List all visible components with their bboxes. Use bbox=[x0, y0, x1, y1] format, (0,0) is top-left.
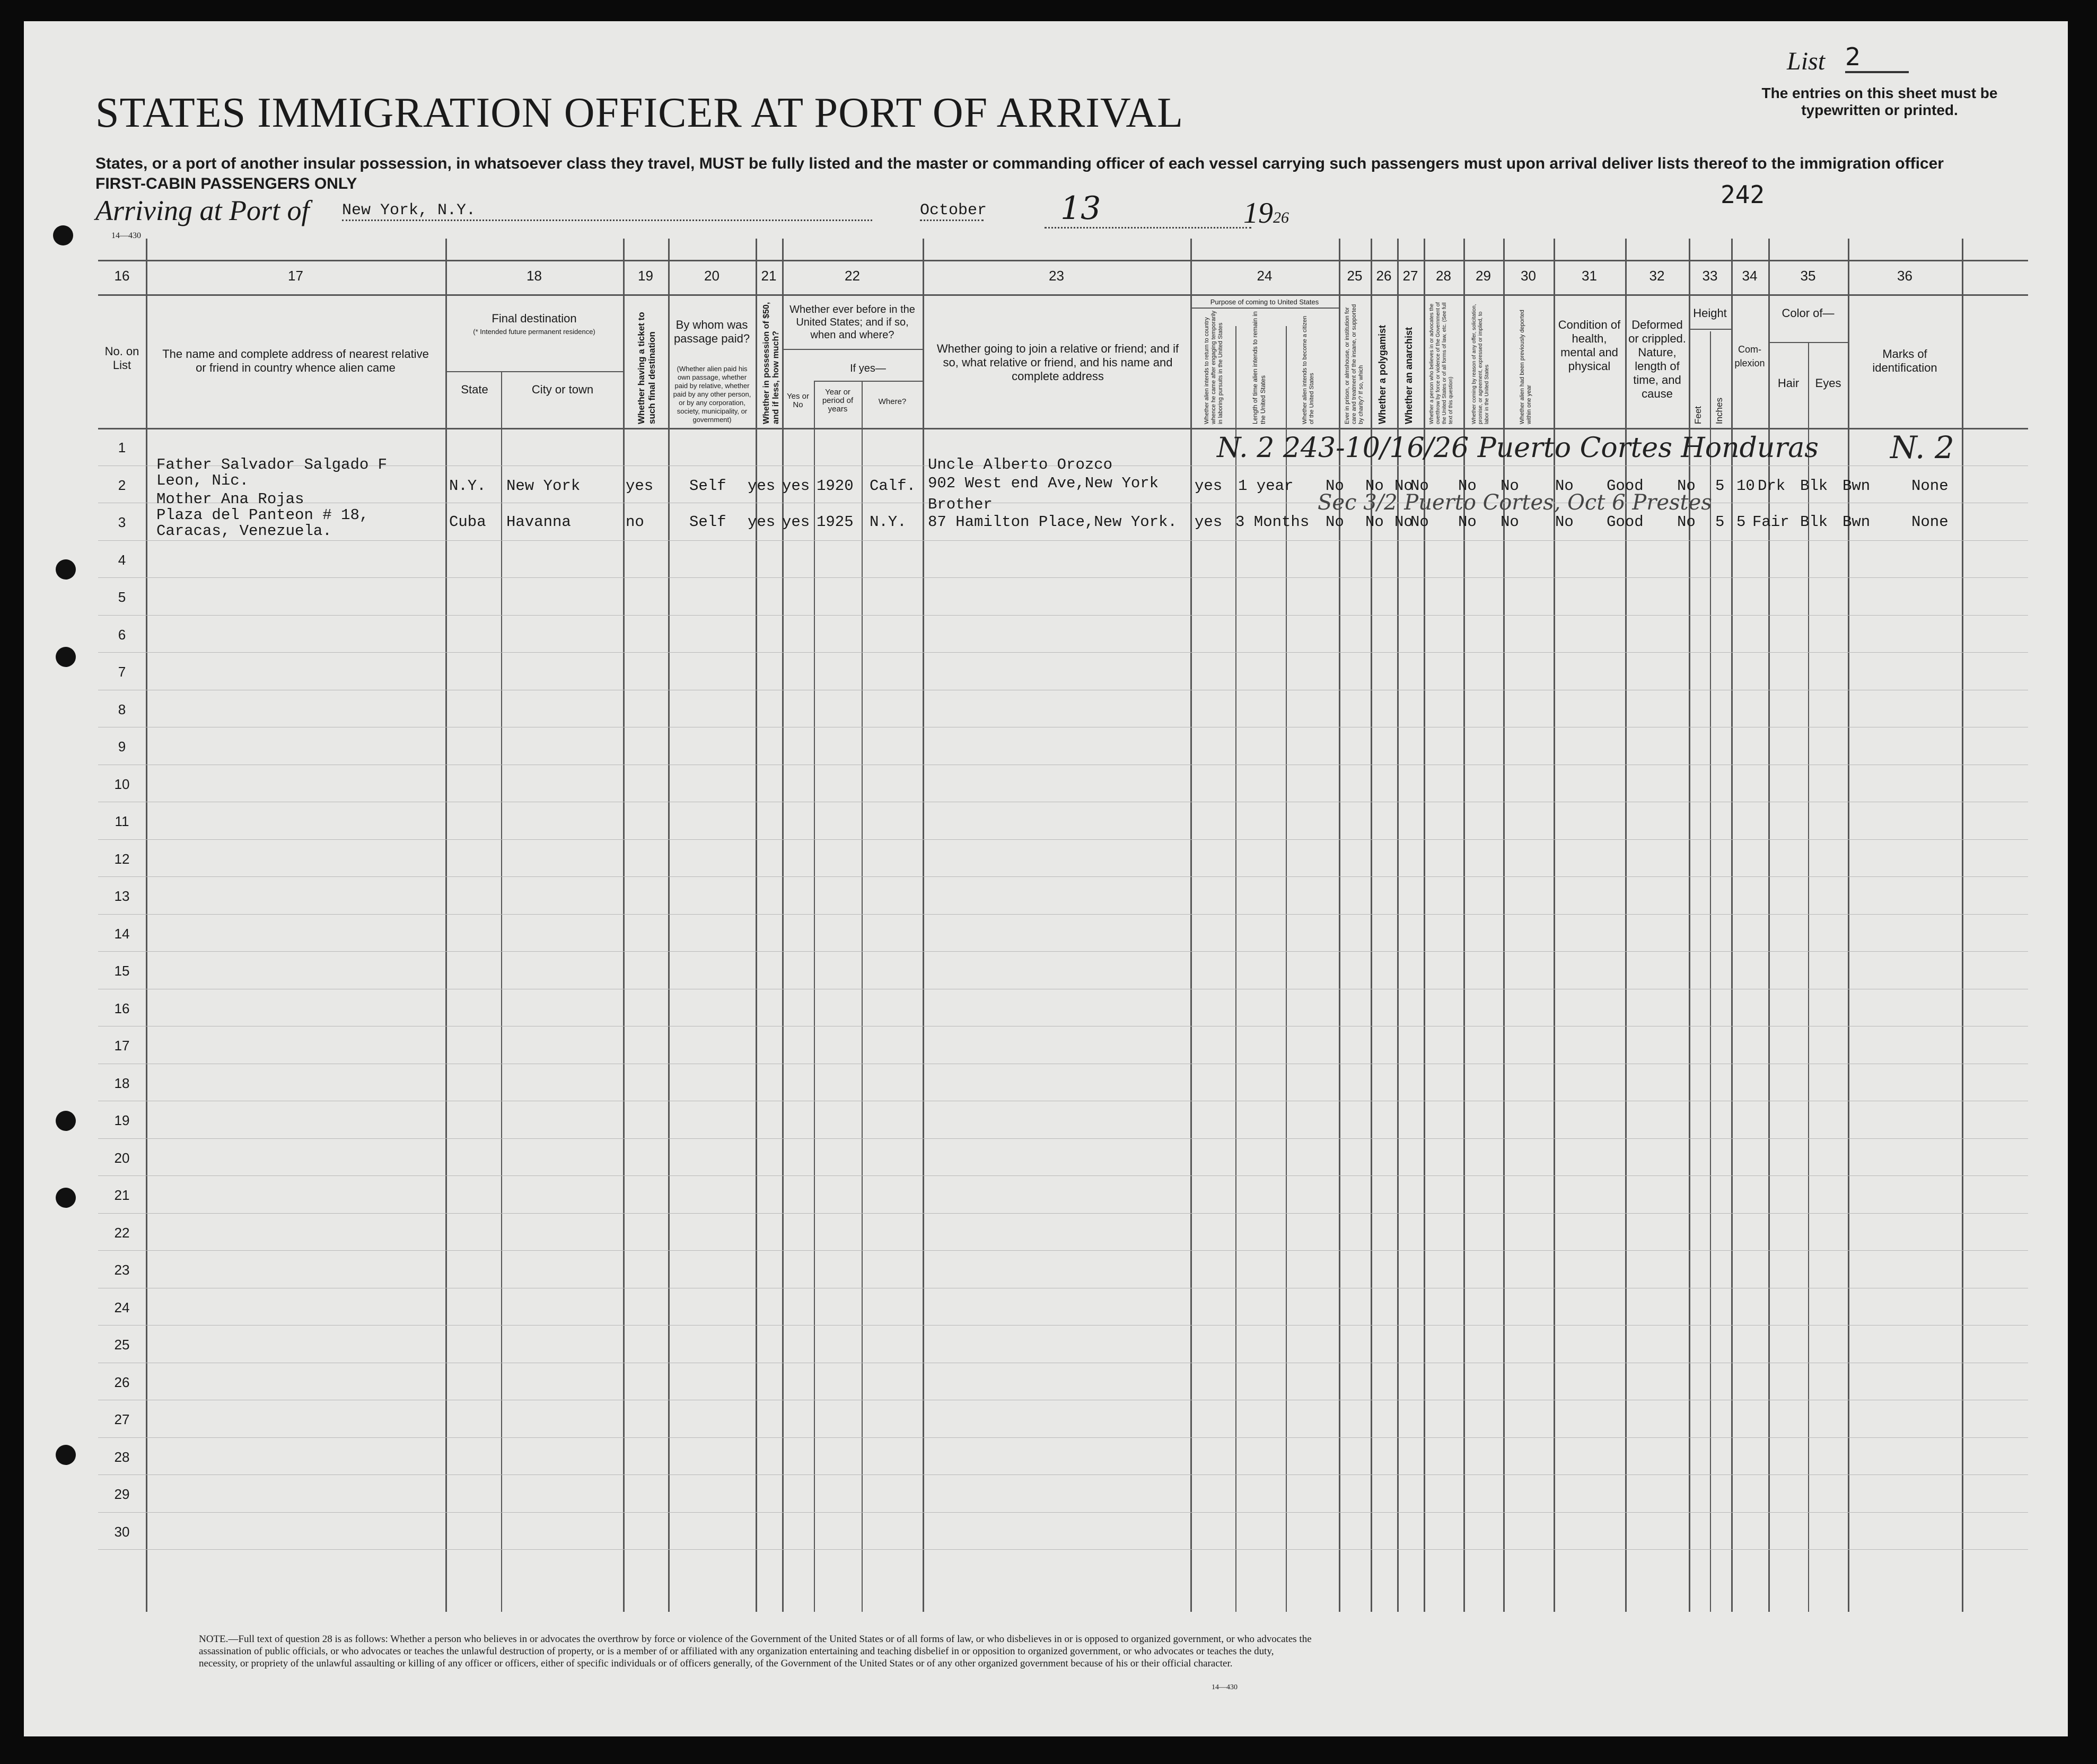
rule bbox=[1768, 342, 1848, 343]
row-number: 29 bbox=[114, 1486, 130, 1502]
typewritten-note: The entries on this sheet must be typewritten or printed. bbox=[1761, 85, 1998, 118]
col-rule bbox=[1190, 239, 1192, 1612]
row-number: 26 bbox=[114, 1374, 130, 1390]
row-number: 30 bbox=[114, 1523, 130, 1540]
hdr-deformed: Deformed or crippled. Nature, length of time, and cause bbox=[1628, 318, 1686, 400]
binder-hole bbox=[56, 1445, 76, 1465]
list-label: List bbox=[1787, 47, 1826, 75]
entry1-deformed: No bbox=[1677, 477, 1696, 495]
hdr-money: Whether in possession of $50, and if less, how much? bbox=[762, 302, 780, 424]
col-number: 19 bbox=[638, 268, 653, 284]
page-title: STATES IMMIGRATION OFFICER AT PORT OF ARRIVAL bbox=[95, 90, 1183, 136]
entry2-hair: Blk bbox=[1800, 513, 1828, 531]
entry2-relative-line1: Mother Ana Rojas bbox=[156, 490, 304, 508]
hdr-where: Where? bbox=[878, 397, 907, 406]
row-line bbox=[98, 1250, 2028, 1251]
entry2-marks: None bbox=[1911, 513, 1949, 531]
entry1-q28: No bbox=[1458, 477, 1477, 495]
footer-form-code: 14—430 bbox=[1212, 1683, 1238, 1691]
hdr-state: State bbox=[461, 383, 488, 396]
col-number: 33 bbox=[1702, 268, 1718, 284]
col-rule bbox=[1962, 239, 1963, 1612]
col-number: 20 bbox=[704, 268, 720, 284]
col-number: 21 bbox=[761, 268, 777, 284]
col-number: 18 bbox=[527, 268, 542, 284]
row-number: 18 bbox=[114, 1075, 130, 1091]
entry2-ticket: no bbox=[626, 513, 644, 531]
col-number: 30 bbox=[1521, 268, 1536, 284]
list-number: 2 bbox=[1845, 42, 1909, 73]
row-number: 24 bbox=[114, 1299, 130, 1315]
hdr-purpose: Purpose of coming to United States bbox=[1210, 298, 1319, 306]
col-rule bbox=[668, 239, 670, 1612]
arrival-day: 13 bbox=[1045, 190, 1251, 229]
rule bbox=[782, 349, 923, 350]
row-number: 20 bbox=[114, 1149, 130, 1166]
entry2-prison: No bbox=[1365, 513, 1384, 531]
col-rule bbox=[501, 371, 502, 1612]
col-number: 35 bbox=[1800, 268, 1816, 284]
row-number: 27 bbox=[114, 1411, 130, 1427]
hdr-height: Height bbox=[1693, 306, 1727, 320]
rule bbox=[98, 428, 2028, 429]
row-line bbox=[98, 1437, 2028, 1438]
row-number: 17 bbox=[114, 1038, 130, 1054]
entry1-state: N.Y. bbox=[449, 477, 486, 495]
hdr-ticket: Whether having a ticket to such final destination bbox=[636, 312, 657, 424]
handwritten-row2-note: Sec 3/2 Puerto Cortes, Oct 6 Prestes bbox=[1318, 490, 1712, 515]
entry2-relative-line2: Plaza del Panteon # 18, bbox=[156, 506, 369, 524]
row-number: 5 bbox=[118, 589, 126, 605]
entry2-q29: No bbox=[1501, 513, 1519, 531]
hdr-purpose-return: Whether alien intends to return to country whence he came after engaging temporarily in laboring pursuits in the United States bbox=[1204, 310, 1224, 424]
entry2-complexion: Fair bbox=[1752, 513, 1789, 531]
col-number: 34 bbox=[1742, 268, 1758, 284]
row-line bbox=[98, 1213, 2028, 1214]
entry1-feet: 5 bbox=[1715, 477, 1725, 495]
col-rule bbox=[814, 382, 815, 1612]
col-rule bbox=[1848, 239, 1849, 1612]
row-line bbox=[98, 1325, 2028, 1326]
manifest-table bbox=[98, 239, 2028, 1612]
col-number: 23 bbox=[1049, 268, 1064, 284]
row-number: 21 bbox=[114, 1187, 130, 1203]
entry2-join-line2: 87 Hamilton Place,New York. bbox=[928, 513, 1177, 531]
row-number: 2 bbox=[118, 477, 126, 493]
entry1-polygamist: No bbox=[1394, 477, 1413, 495]
col-rule bbox=[923, 239, 924, 1612]
rule bbox=[814, 381, 923, 382]
col-number: 25 bbox=[1347, 268, 1363, 284]
subtitle: States, or a port of another insular possession, in whatsoever class they travel, MUST be fully listed and the master or commanding officer of each vessel carrying such passengers must upon arrival deliver lists thereof to the immigration officer bbox=[95, 155, 1944, 172]
binder-hole bbox=[56, 647, 76, 667]
entry1-city: New York bbox=[506, 477, 581, 495]
entry2-anarchist: No bbox=[1410, 513, 1429, 531]
binder-hole bbox=[56, 1111, 76, 1131]
entry1-length: 1 year bbox=[1238, 477, 1294, 495]
entry2-deformed: No bbox=[1677, 513, 1696, 531]
col-rule bbox=[756, 239, 757, 1612]
entry1-relative-line1: Father Salvador Salgado F bbox=[156, 456, 388, 473]
arrival-month: October bbox=[920, 201, 984, 221]
hdr-final-destination: Final destination bbox=[492, 312, 577, 325]
row-line bbox=[98, 1175, 2028, 1176]
col-number: 16 bbox=[114, 268, 130, 284]
entry2-citizen: No bbox=[1326, 513, 1344, 531]
entry2-before: yes bbox=[782, 513, 810, 531]
row-number: 1 bbox=[118, 440, 126, 455]
row-number: 4 bbox=[118, 551, 126, 568]
col-rule bbox=[623, 239, 625, 1612]
row-line bbox=[98, 652, 2028, 653]
row-number: 3 bbox=[118, 514, 126, 530]
hdr-before-us: Whether ever before in the United States; and if so, when and where? bbox=[789, 304, 915, 341]
entry2-deported: No bbox=[1555, 513, 1574, 531]
entry1-inches: 10 bbox=[1736, 477, 1755, 495]
arrival-port: New York, N.Y. bbox=[342, 201, 872, 221]
entry2-join-line1: Brother bbox=[928, 496, 993, 513]
row-line bbox=[98, 876, 2028, 877]
entry1-paid-by: Self bbox=[689, 477, 726, 495]
hdr-prison: Ever in prison, or almshouse, or institution for care and treatment of the insane, or supported by charity? If so, which bbox=[1344, 304, 1364, 424]
entry2-health: Good bbox=[1607, 513, 1644, 531]
entry1-money: yes bbox=[748, 477, 776, 495]
hdr-length: Length of time alien intends to remain in the United States bbox=[1251, 311, 1267, 424]
entry2-feet: 5 bbox=[1715, 513, 1725, 531]
hdr-relative: The name and complete address of nearest relative or friend in country whence alien came bbox=[162, 347, 429, 374]
hdr-if-yes: If yes— bbox=[850, 363, 886, 374]
hdr-color: Color of— bbox=[1782, 306, 1835, 320]
row-number: 8 bbox=[118, 701, 126, 717]
entry2-polygamist: No bbox=[1394, 513, 1413, 531]
entry2-inches: 5 bbox=[1736, 513, 1746, 531]
hdr-citizen: Whether alien intends to become a citizen of the United States bbox=[1302, 315, 1315, 424]
handwritten-row1-note: N. 2 243-10/16/26 Puerto Cortes Honduras bbox=[1217, 432, 1819, 464]
entry2-length: 3 Months bbox=[1235, 513, 1310, 531]
row-number: 11 bbox=[115, 813, 129, 829]
col-rule bbox=[146, 239, 147, 1612]
entry1-year: 1920 bbox=[817, 477, 854, 495]
entry1-where: Calf. bbox=[870, 477, 916, 495]
col-number: 32 bbox=[1649, 268, 1665, 284]
row-number: 6 bbox=[118, 626, 126, 643]
col-number: 36 bbox=[1897, 268, 1912, 284]
entry2-city: Havanna bbox=[506, 513, 571, 531]
hdr-feet: Feet bbox=[1693, 406, 1703, 424]
hdr-no-on-list: No. on List bbox=[104, 345, 139, 372]
rule bbox=[98, 260, 2028, 261]
hdr-yes-no: Yes or No bbox=[787, 392, 809, 409]
row-number: 19 bbox=[114, 1112, 130, 1128]
row-number: 12 bbox=[114, 850, 130, 867]
col-rule bbox=[1710, 331, 1711, 1612]
hdr-hair: Hair bbox=[1777, 376, 1800, 390]
hdr-eyes: Eyes bbox=[1815, 376, 1841, 390]
entry1-before: yes bbox=[782, 477, 810, 495]
footnote-question-28: NOTE.—Full text of question 28 is as follows: Whether a person who believes in or advocates the overthrow by force or violence of the Government of the United States or of all forms of law, or who disbelieves in or is opposed to organized government, or who advocates the assassination of public officials, or who advocates or teaches the unlawful destruction of property, or is a member of or affiliated with any organization entertaining and teaching disbelief in or opposition to organized government, or who advocates or teaches the duty, necessity, or propriety of the unlawful assaulting or killing of any officer or officers, either of specific individuals or of officers generally, of the Government of the United States or of any other organized government because of his or their official character. bbox=[199, 1634, 1312, 1669]
col-number: 17 bbox=[288, 268, 303, 284]
entry1-join-line1: Uncle Alberto Orozco bbox=[928, 456, 1113, 473]
entry2-paid-by: Self bbox=[689, 513, 726, 531]
hdr-year: Year or period of years bbox=[822, 388, 854, 414]
rule bbox=[1190, 308, 1339, 309]
col-number: 29 bbox=[1476, 268, 1491, 284]
entry2-relative-line3: Caracas, Venezuela. bbox=[156, 522, 332, 540]
entry2-year: 1925 bbox=[817, 513, 854, 531]
entry1-complexion: Drk bbox=[1758, 477, 1786, 495]
entry1-hair: Blk bbox=[1800, 477, 1828, 495]
row-line bbox=[98, 1549, 2028, 1550]
col-rule bbox=[445, 239, 447, 1612]
col-rule bbox=[782, 239, 784, 1612]
row-number: 10 bbox=[114, 776, 130, 792]
hdr-health: Condition of health, mental and physical bbox=[1558, 318, 1621, 373]
entry1-citizen: No bbox=[1326, 477, 1344, 495]
col-number: 28 bbox=[1436, 268, 1451, 284]
hdr-passage-note: (Whether alien paid his own passage, whether paid by relative, whether paid by any other person, or by any corporation, society, municipality, or government) bbox=[673, 365, 751, 424]
hdr-anarchist: Whether an anarchist bbox=[1403, 327, 1414, 424]
entry1-deported: No bbox=[1555, 477, 1574, 495]
hdr-polygamist: Whether a polygamist bbox=[1377, 324, 1388, 424]
arriving-label: Arriving at Port of bbox=[95, 195, 310, 226]
entry1-ticket: yes bbox=[626, 477, 654, 495]
row-line bbox=[98, 839, 2028, 840]
entry1-anarchist: No bbox=[1410, 477, 1429, 495]
entry1-health: Good bbox=[1607, 477, 1644, 495]
row-line bbox=[98, 577, 2028, 578]
hdr-passage: By whom was passage paid? bbox=[673, 318, 750, 345]
hdr-city: City or town bbox=[531, 383, 594, 396]
hdr-deported: Whether alien had been previously deported within one year bbox=[1519, 310, 1532, 424]
hdr-q29: Whether coming by reason of any offer, solicitation, promise, or agreement, expressed or implied, to labor in the United States bbox=[1471, 304, 1490, 424]
row-number: 15 bbox=[114, 963, 130, 979]
row-line bbox=[98, 914, 2028, 915]
binder-hole bbox=[53, 225, 73, 245]
col-number: 27 bbox=[1402, 268, 1418, 284]
row-line bbox=[98, 540, 2028, 541]
row-number: 28 bbox=[114, 1449, 130, 1465]
entry1-purpose: yes bbox=[1195, 477, 1223, 495]
row-line bbox=[98, 951, 2028, 952]
row-number: 9 bbox=[118, 739, 126, 754]
row-number: 22 bbox=[114, 1224, 130, 1241]
rule bbox=[98, 294, 2028, 296]
row-number: 14 bbox=[114, 925, 130, 942]
hdr-q28: Whether a person who believes in or advocates the overthrow by force or violence of the Government of the United States or of all forms of law, etc. (See full text of this question) bbox=[1429, 302, 1454, 424]
row-number: 25 bbox=[114, 1337, 130, 1353]
entry2-state: Cuba bbox=[449, 513, 486, 531]
col-number: 22 bbox=[845, 268, 860, 284]
hdr-inches: Inches bbox=[1714, 397, 1724, 424]
entry2-money: yes bbox=[748, 513, 776, 531]
hdr-join-relative: Whether going to join a relative or friend; and if so, what relative or friend, and his name and complete address bbox=[936, 342, 1179, 383]
entry1-q29: No bbox=[1501, 477, 1519, 495]
row-number: 13 bbox=[114, 888, 130, 904]
col-number: 24 bbox=[1257, 268, 1273, 284]
entry1-eyes: Bwn bbox=[1842, 477, 1871, 495]
entry1-prison: No bbox=[1365, 477, 1384, 495]
row-line bbox=[98, 1512, 2028, 1513]
entry1-join-line2: 902 West end Ave,New York bbox=[928, 475, 1159, 492]
row-line bbox=[98, 1138, 2028, 1139]
entry2-purpose: yes bbox=[1195, 513, 1223, 531]
entry2-q28: No bbox=[1458, 513, 1477, 531]
col-number: 31 bbox=[1582, 268, 1597, 284]
arrival-year: 1926 bbox=[1243, 197, 1289, 230]
hdr-marks: Marks of identification bbox=[1872, 347, 1937, 374]
entry1-relative-line2: Leon, Nic. bbox=[156, 472, 249, 489]
col-rule bbox=[1808, 342, 1809, 1612]
row-number: 16 bbox=[114, 1000, 130, 1016]
row-number: 7 bbox=[118, 664, 126, 680]
entry2-where: N.Y. bbox=[870, 513, 907, 531]
col-rule bbox=[862, 382, 863, 1612]
manifest-sheet bbox=[24, 21, 2068, 1736]
binder-hole bbox=[56, 1188, 76, 1208]
rule bbox=[445, 371, 623, 372]
binder-hole bbox=[56, 559, 76, 580]
cabin-class: FIRST-CABIN PASSENGERS ONLY bbox=[95, 175, 357, 192]
form-code: 14—430 bbox=[111, 231, 141, 240]
rule bbox=[1689, 329, 1731, 330]
row-line bbox=[98, 615, 2028, 616]
col-number: 26 bbox=[1376, 268, 1392, 284]
entry2-eyes: Bwn bbox=[1842, 513, 1871, 531]
hdr-complexion: Com-plexion bbox=[1734, 344, 1765, 368]
row-number: 23 bbox=[114, 1262, 130, 1278]
handwritten-marks-note: N. 2 bbox=[1890, 429, 1954, 466]
entry1-marks: None bbox=[1911, 477, 1949, 495]
hdr-final-destination-note: (* Intended future permanent residence) bbox=[473, 328, 595, 336]
page-number: 242 bbox=[1721, 180, 1765, 209]
